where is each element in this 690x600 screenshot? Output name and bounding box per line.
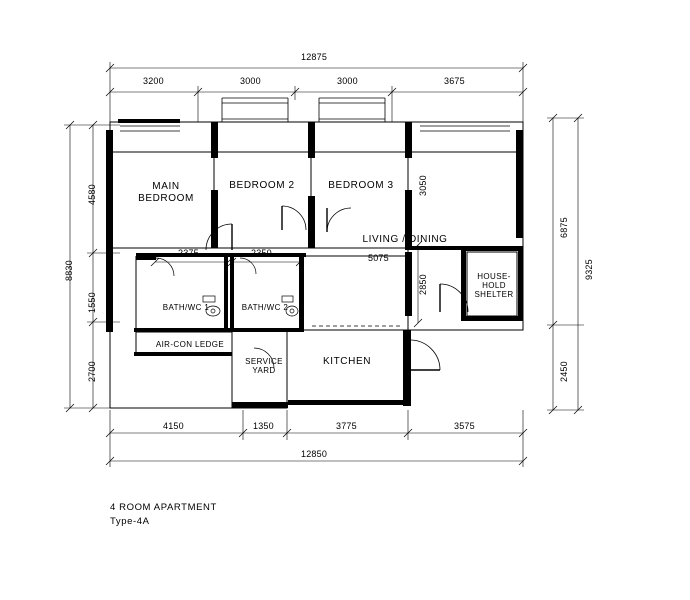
room-label-bedroom-3: BEDROOM 3 — [328, 180, 394, 191]
room-label-bedroom-2: BEDROOM 2 — [229, 180, 295, 191]
room-label-bath-wc-2: BATH/WC 2 — [241, 303, 289, 312]
room-label-main-bedroom: MAIN BEDROOM — [138, 181, 194, 204]
room-label-living-dining: LIVING / DINING — [362, 234, 448, 245]
room-label-service-yard: SERVICE YARD — [245, 357, 283, 376]
dim-left-seg-2: 1550 — [87, 292, 97, 313]
dim-top-seg-2: 3000 — [240, 76, 261, 86]
dim-bottom-seg-2: 1350 — [253, 421, 274, 431]
dim-right-overall: 9325 — [584, 259, 594, 280]
dim-living-depth: 2850 — [418, 274, 428, 295]
room-label-household-shelter: HOUSE- HOLD SHELTER — [474, 272, 514, 300]
dim-right-seg-2: 2450 — [559, 361, 569, 382]
dim-bath1-width: 2375 — [178, 248, 199, 258]
dim-left-overall: 8830 — [64, 260, 74, 281]
dim-top-overall: 12875 — [301, 52, 328, 62]
dim-living-width: 5075 — [368, 253, 389, 263]
dim-bedroom3-depth: 3050 — [418, 175, 428, 196]
room-label-kitchen: KITCHEN — [322, 356, 372, 367]
dim-right-seg-1: 6875 — [559, 217, 569, 238]
dim-top-seg-1: 3200 — [143, 76, 164, 86]
title-block-line1: 4 ROOM APARTMENT — [110, 502, 217, 513]
dim-bottom-seg-1: 4150 — [163, 421, 184, 431]
room-label-bath-wc-1: BATH/WC 1 — [162, 303, 210, 312]
room-label-air-con-ledge: AIR-CON LEDGE — [155, 340, 225, 349]
dim-bottom-overall: 12850 — [301, 449, 328, 459]
dim-top-seg-4: 3675 — [444, 76, 465, 86]
dim-left-seg-1: 4580 — [87, 184, 97, 205]
title-block-line2: Type-4A — [110, 516, 150, 527]
dim-top-seg-3: 3000 — [337, 76, 358, 86]
dim-bottom-seg-3: 3775 — [336, 421, 357, 431]
dim-bath2-width: 2350 — [251, 248, 272, 258]
dim-left-seg-3: 2700 — [87, 361, 97, 382]
dim-bottom-seg-4: 3575 — [454, 421, 475, 431]
